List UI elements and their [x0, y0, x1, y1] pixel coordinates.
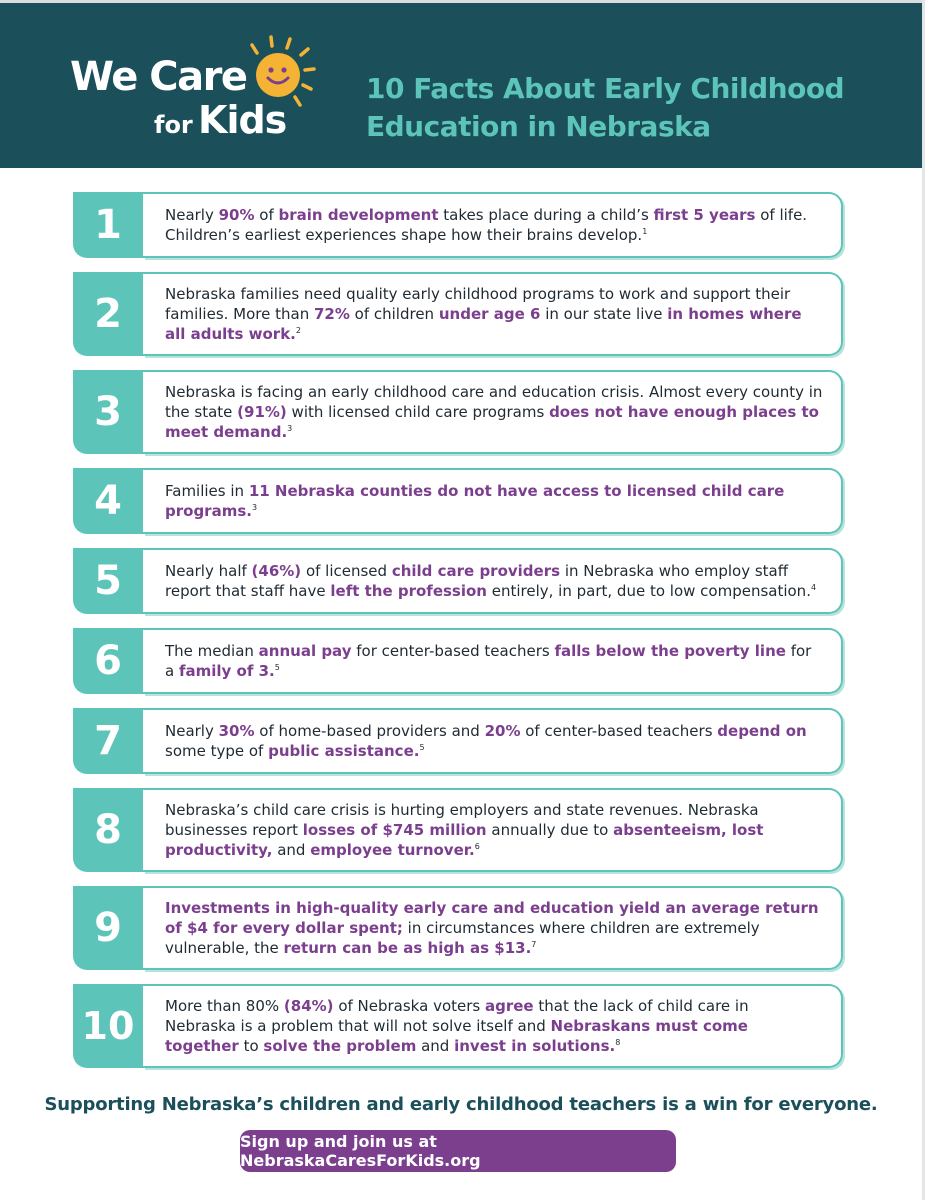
fact-highlight: (91%) [237, 403, 287, 421]
fact-highlight: (46%) [251, 562, 302, 580]
fact-highlight: 30% [218, 722, 255, 740]
fact-text [165, 898, 823, 958]
fact-highlight: Nebraskans must come together [165, 1017, 748, 1055]
footnote-marker: 3 [251, 503, 258, 512]
fact-highlight: brain development [278, 206, 439, 224]
fact-segment: of home-based providers and [254, 722, 485, 740]
fact-text [165, 205, 823, 245]
fact-segment: More than 80% [165, 997, 284, 1015]
fact-segment: takes place during a child’s [438, 206, 654, 224]
footnote-marker: 5 [274, 663, 280, 672]
fact-card [73, 468, 843, 534]
fact-text [165, 284, 823, 344]
fact-highlight: public assistance. [268, 742, 420, 760]
fact-number: 1 [73, 192, 143, 258]
fact-highlight: annual pay [258, 642, 352, 660]
fact-card [73, 628, 843, 694]
fact-highlight: return can be as high as $13. [283, 939, 532, 957]
fact-highlight: depend on [717, 722, 807, 740]
fact-highlight: under age 6 [438, 305, 541, 323]
fact-segment: of Nebraska voters [333, 997, 485, 1015]
fact-segment: Nebraska families need quality early childhood programs to work and support their families. More than [165, 285, 791, 323]
fact-number: 8 [73, 788, 143, 872]
fact-text [165, 641, 823, 681]
fact-segment: with licensed child care programs [286, 403, 550, 421]
footnote-marker: 5 [419, 743, 425, 752]
fact-segment: Nearly [165, 722, 219, 740]
fact-card [73, 548, 843, 614]
fact-highlight: absenteeism, lost productivity, [165, 821, 764, 859]
logo-we-care-text: We Care [70, 54, 247, 100]
footnote-marker: 7 [531, 940, 537, 949]
fact-number: 3 [73, 370, 143, 454]
fact-segment: in circumstances where children are extremely vulnerable, the [165, 919, 760, 957]
fact-card [73, 788, 843, 872]
fact-segment: of licensed [301, 562, 392, 580]
fact-highlight: falls below the poverty line [554, 642, 786, 660]
fact-card [73, 192, 843, 258]
fact-text-box [143, 548, 843, 614]
fact-text-box [143, 886, 843, 970]
footnote-marker: 3 [287, 424, 293, 433]
fact-text-box [143, 708, 843, 774]
fact-segment: in Nebraska who employ staff report that staff have [165, 562, 789, 600]
footnote-marker: 8 [615, 1038, 621, 1047]
we-care-for-kids-logo[interactable] [70, 39, 330, 149]
logo-kids-text: Kids [198, 98, 287, 142]
fact-segment: Nearly [165, 206, 219, 224]
signup-button[interactable]: Sign up and join us at NebraskaCaresForKids.org [240, 1130, 676, 1172]
fact-highlight: employee turnover. [310, 841, 475, 859]
fact-card [73, 984, 843, 1068]
fact-segment: for a [165, 642, 812, 680]
fact-segment: of [254, 206, 279, 224]
fact-card [73, 708, 843, 774]
fact-highlight: 11 Nebraska counties do not have access to licensed child care programs. [165, 482, 785, 520]
fact-segment: Families in [165, 482, 249, 500]
fact-highlight: family of 3. [178, 662, 275, 680]
footnote-marker: 2 [295, 326, 301, 335]
fact-segment: to [238, 1037, 264, 1055]
fact-segment: Nearly half [165, 562, 252, 580]
fact-segment: Nebraska’s child care crisis is hurting employers and state revenues. Nebraska businesses report [165, 801, 759, 839]
fact-highlight: losses of $745 million [302, 821, 487, 839]
fact-highlight: in homes where all adults work. [165, 305, 802, 343]
footnote-marker: 1 [642, 227, 648, 236]
fact-card [73, 272, 843, 356]
fact-highlight: 72% [313, 305, 350, 323]
fact-segment: Nebraska is facing an early childhood care and education crisis. Almost every county in the state [165, 383, 823, 421]
fact-highlight: agree [484, 997, 534, 1015]
fact-segment: annually due to [486, 821, 614, 839]
fact-text-box [143, 370, 843, 454]
fact-text [165, 382, 823, 442]
fact-text [165, 561, 823, 601]
facts-list [73, 192, 843, 1082]
fact-number: 9 [73, 886, 143, 970]
fact-segment: of center-based teachers [520, 722, 718, 740]
fact-text-box [143, 468, 843, 534]
page-title: 10 Facts About Early Childhood Education in Nebraska [366, 72, 845, 143]
fact-highlight: child care providers [391, 562, 561, 580]
fact-text-box [143, 628, 843, 694]
fact-segment: and [272, 841, 311, 859]
fact-highlight: solve the problem [263, 1037, 417, 1055]
fact-number: 4 [73, 468, 143, 534]
fact-text [165, 721, 823, 761]
fact-highlight: first 5 years [653, 206, 756, 224]
fact-text [165, 996, 823, 1056]
fact-highlight: (84%) [283, 997, 334, 1015]
footnote-marker: 4 [810, 583, 817, 592]
fact-text-box [143, 788, 843, 872]
fact-segment: some type of [165, 742, 269, 760]
fact-highlight: left the profession [330, 582, 487, 600]
fact-text-box [143, 272, 843, 356]
fact-highlight: 20% [484, 722, 521, 740]
fact-text-box [143, 984, 843, 1068]
fact-segment: of life. Children’s earliest experiences shape how their brains develop. [165, 206, 808, 244]
fact-card [73, 886, 843, 970]
fact-highlight: Investments in high-quality early care and education yield an average return of $4 for every dollar spent; [165, 899, 819, 937]
footnote-marker: 6 [474, 842, 480, 851]
header-banner [0, 0, 922, 168]
fact-number: 5 [73, 548, 143, 614]
fact-number: 6 [73, 628, 143, 694]
fact-segment: entirely, in part, due to low compensation. [486, 582, 811, 600]
fact-segment: The median [165, 642, 259, 660]
fact-number: 2 [73, 272, 143, 356]
logo-for-text: for [154, 111, 193, 139]
fact-card [73, 370, 843, 454]
tagline: Supporting Nebraska’s children and early childhood teachers is a win for everyone. [44, 1094, 878, 1115]
fact-segment: of children [349, 305, 439, 323]
fact-highlight: 90% [218, 206, 255, 224]
fact-highlight: does not have enough places to meet demand. [165, 403, 819, 441]
fact-text-box [143, 192, 843, 258]
fact-segment: that the lack of child care in Nebraska is a problem that will not solve itself and [165, 997, 749, 1035]
fact-text [165, 481, 823, 521]
fact-highlight: invest in solutions. [454, 1037, 616, 1055]
fact-segment: and [416, 1037, 455, 1055]
fact-segment: in our state live [540, 305, 668, 323]
fact-segment: for center-based teachers [351, 642, 555, 660]
fact-text [165, 800, 823, 860]
fact-number: 10 [73, 984, 143, 1068]
fact-number: 7 [73, 708, 143, 774]
